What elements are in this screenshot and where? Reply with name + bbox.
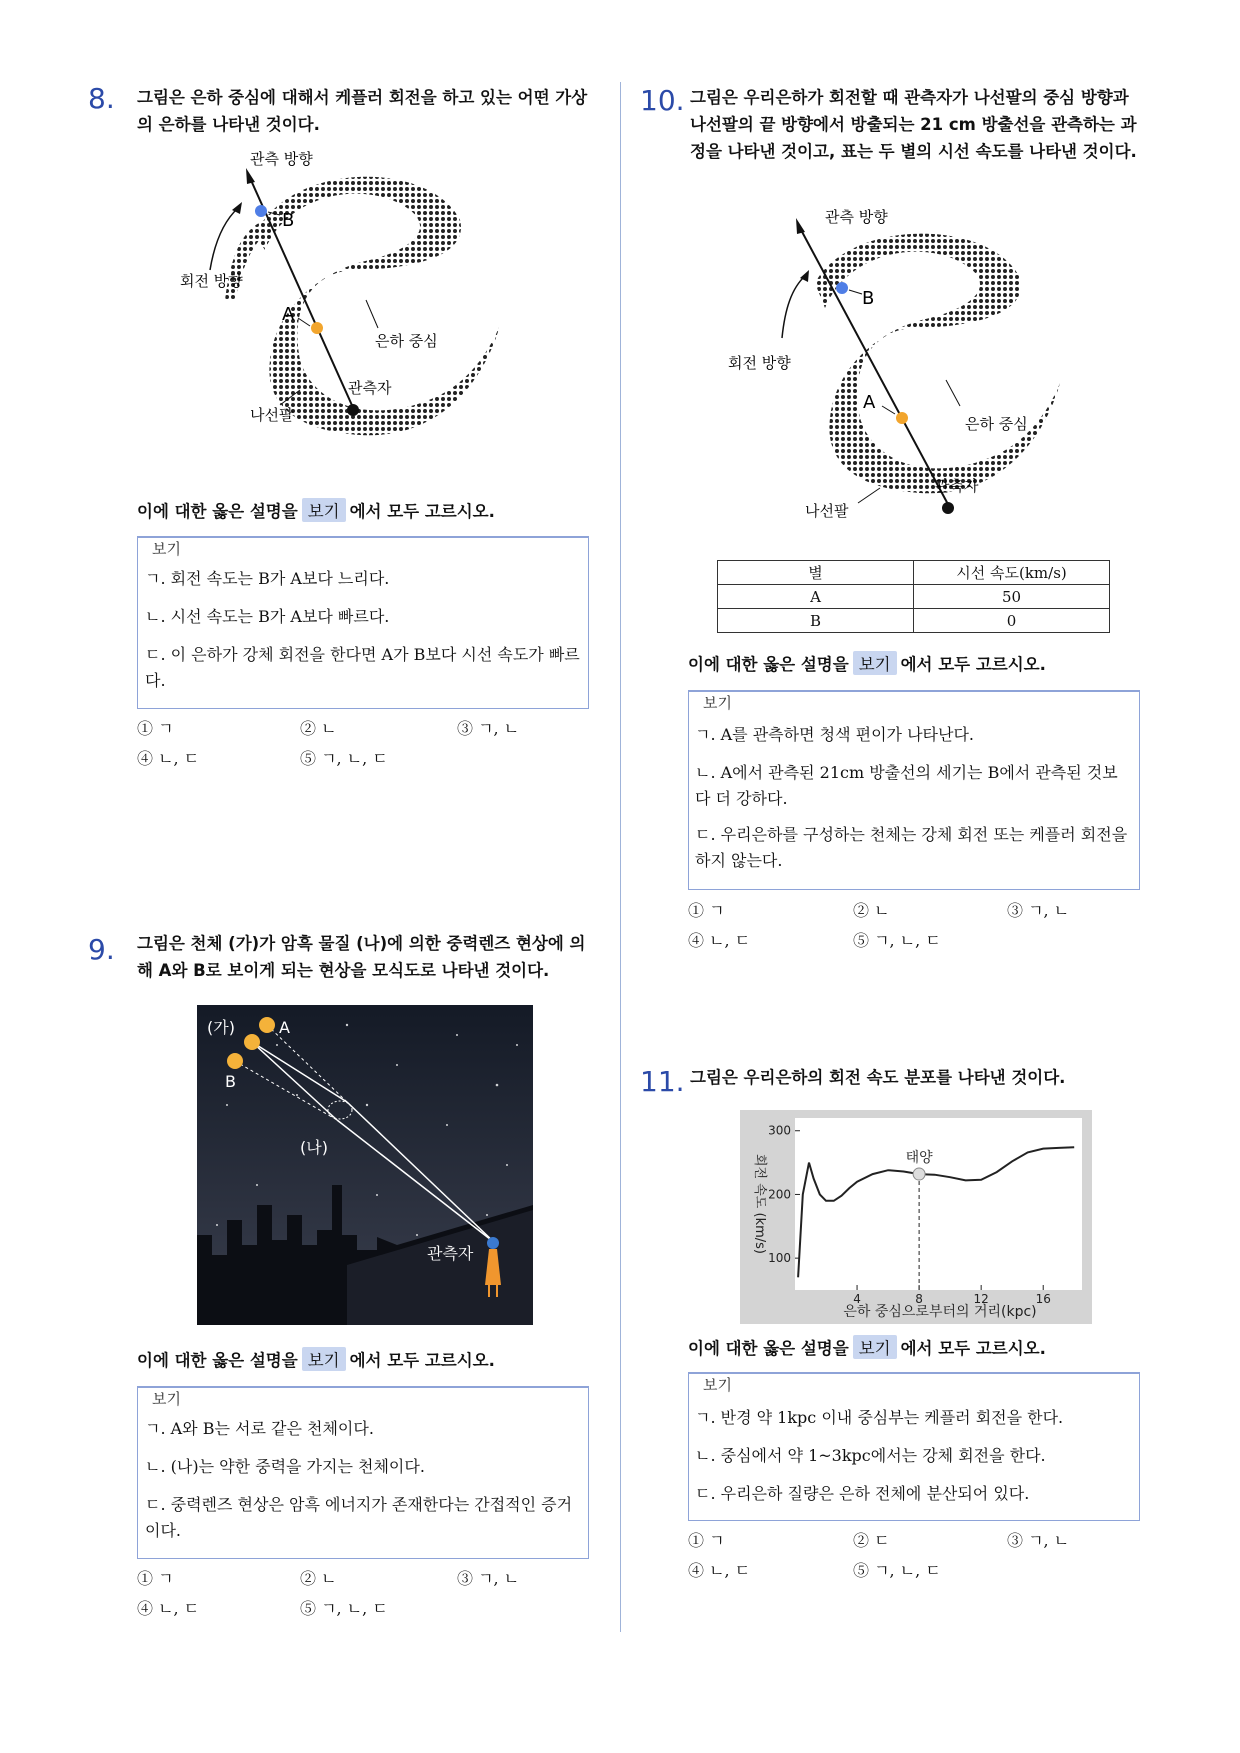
q8-bogi-label: 보기 <box>152 540 181 558</box>
q10-choice-2[interactable]: ② ㄴ <box>853 901 890 920</box>
q9-label-ga: (가) <box>207 1018 235 1037</box>
q10-label-rotate-dir: 회전 방향 <box>728 354 791 372</box>
q10-item-2: ㄴ. A에서 관측된 21cm 방출선의 세기는 B에서 관측된 것보다 더 강하다. <box>695 763 1118 808</box>
q11-ask: 이에 대한 옳은 설명을 보기 에서 모두 고르시오. <box>688 1335 1046 1359</box>
q8-galaxy-diagram <box>170 150 570 480</box>
q11-item-3: ㄷ. 우리은하 질량은 은하 전체에 분산되어 있다. <box>695 1484 1030 1503</box>
q10-table-header-star: 별 <box>718 561 914 585</box>
column-divider <box>620 82 621 1632</box>
q8-item-3: ㄷ. 이 은하가 강체 회전을 한다면 A가 B보다 시선 속도가 빠르다. <box>145 645 580 690</box>
q8-star-a <box>311 322 323 334</box>
chart-x-tick-label: 16 <box>1035 1292 1051 1306</box>
q11-rotation-curve-chart <box>740 1110 1092 1324</box>
chart-x-tick-label: 8 <box>915 1292 923 1306</box>
q8-choice-5[interactable]: ⑤ ㄱ, ㄴ, ㄷ <box>300 749 388 768</box>
q8-item-2: ㄴ. 시선 속도는 B가 A보다 빠르다. <box>145 607 390 626</box>
q10-table-header-velocity: 시선 속도(km/s) <box>914 561 1110 585</box>
chart-y-axis-label: 회전 속도 (km/s) <box>752 1154 767 1254</box>
q10-choice-1[interactable]: ① ㄱ <box>688 901 725 920</box>
q10-table-cell: 50 <box>914 585 1110 609</box>
q9-bogi-label: 보기 <box>152 1390 181 1408</box>
q8-choice-2[interactable]: ② ㄴ <box>300 719 337 738</box>
q10-table-cell: 0 <box>914 609 1110 633</box>
q9-lens-diagram <box>197 1005 533 1325</box>
q10-label-center: 은하 중심 <box>965 415 1028 433</box>
chart-y-tick-label: 200 <box>768 1187 791 1202</box>
q9-item-1: ㄱ. A와 B는 서로 같은 천체이다. <box>145 1419 374 1438</box>
q8-choice-4[interactable]: ④ ㄴ, ㄷ <box>137 749 200 768</box>
chart-x-tick-label: 4 <box>853 1292 861 1306</box>
q9-star-ga <box>244 1034 260 1050</box>
q10-bogi-label: 보기 <box>703 694 732 712</box>
q8-label-a: A <box>282 304 295 325</box>
q11-choice-1[interactable]: ① ㄱ <box>688 1531 725 1550</box>
q8-label-observe-dir: 관측 방향 <box>250 150 313 168</box>
q8-label-observer: 관측자 <box>348 379 392 397</box>
q10-number: 10. <box>640 84 685 117</box>
chart-sun-label: 태양 <box>905 1150 933 1167</box>
q11-text: 그림은 우리은하의 회전 속도 분포를 나타낸 것이다. <box>690 1068 1066 1087</box>
q11-number: 11. <box>640 1065 685 1098</box>
chart-y-tick-label: 100 <box>768 1251 791 1266</box>
q10-choice-4[interactable]: ④ ㄴ, ㄷ <box>688 931 751 950</box>
q10-ask: 이에 대한 옳은 설명을 보기 에서 모두 고르시오. <box>688 651 1046 675</box>
q9-star-b <box>227 1053 243 1069</box>
q10-text: 그림은 우리은하가 회전할 때 관측자가 나선팔의 중심 방향과 나선팔의 끝 방향에서 방출되는 21 cm 방출선을 관측하는 과정을 나타낸 것이고, 표는 두 별의 시선 속도를 나타낸 것이다. <box>690 88 1137 161</box>
q9-ask: 이에 대한 옳은 설명을 보기 에서 모두 고르시오. <box>137 1347 495 1371</box>
q9-choice-3[interactable]: ③ ㄱ, ㄴ <box>457 1569 520 1588</box>
q9-label-observer: 관측자 <box>427 1244 474 1263</box>
q9-number: 9. <box>88 933 115 966</box>
q10-item-1: ㄱ. A를 관측하면 청색 편이가 나타난다. <box>695 725 974 744</box>
q8-star-b <box>255 205 267 217</box>
q10-observer-dot <box>942 502 954 514</box>
q11-item-1: ㄱ. 반경 약 1kpc 이내 중심부는 케플러 회전을 한다. <box>695 1408 1064 1427</box>
q10-table-cell: A <box>718 585 914 609</box>
q9-star-a <box>259 1017 275 1033</box>
q9-item-2: ㄴ. (나)는 약한 중력을 가지는 천체이다. <box>145 1457 425 1476</box>
q10-choice-3[interactable]: ③ ㄱ, ㄴ <box>1007 901 1070 920</box>
q9-choice-4[interactable]: ④ ㄴ, ㄷ <box>137 1599 200 1618</box>
q10-choice-5[interactable]: ⑤ ㄱ, ㄴ, ㄷ <box>853 931 941 950</box>
q10-label-arm: 나선팔 <box>805 502 849 520</box>
q10-label-observe-dir: 관측 방향 <box>825 208 888 226</box>
q11-bogi-label: 보기 <box>703 1376 732 1394</box>
q11-choice-3[interactable]: ③ ㄱ, ㄴ <box>1007 1531 1070 1550</box>
q9-choice-1[interactable]: ① ㄱ <box>137 1569 174 1588</box>
chart-sun-marker <box>913 1168 925 1180</box>
chart-x-axis-label: 은하 중심으로부터의 거리(kpc) <box>843 1304 1037 1320</box>
q10-spiral-galaxy <box>815 234 1060 494</box>
q10-label-observer: 관측자 <box>935 477 979 495</box>
q10-table-cell: B <box>718 609 914 633</box>
q8-label-center: 은하 중심 <box>375 332 438 350</box>
q10-star-a <box>896 412 908 424</box>
q10-galaxy-diagram <box>720 208 1120 538</box>
q8-text: 그림은 은하 중심에 대해서 케플러 회전을 하고 있는 어떤 가상의 은하를 나타낸 것이다. <box>137 88 588 134</box>
q8-item-1: ㄱ. 회전 속도는 B가 A보다 느리다. <box>145 569 390 588</box>
q8-choice-3[interactable]: ③ ㄱ, ㄴ <box>457 719 520 738</box>
q8-label-rotate-dir: 회전 방향 <box>180 272 243 290</box>
q8-observer-dot <box>347 404 359 416</box>
q10-item-3: ㄷ. 우리은하를 구성하는 천체는 강체 회전 또는 케플러 회전을 하지 않는다. <box>695 825 1128 870</box>
q9-item-3: ㄷ. 중력렌즈 현상은 암흑 에너지가 존재한다는 간접적인 증거이다. <box>145 1495 573 1540</box>
chart-x-tick-label: 12 <box>973 1292 989 1306</box>
q10-star-b <box>836 282 848 294</box>
q8-label-b: B <box>282 210 295 231</box>
q10-label-b: B <box>862 288 875 309</box>
q8-label-arm: 나선팔 <box>250 406 294 424</box>
q9-text: 그림은 천체 (가)가 암흑 물질 (나)에 의한 중력렌즈 현상에 의해 A와 B로 보이게 되는 현상을 모식도로 나타낸 것이다. <box>137 934 586 980</box>
q9-label-b: B <box>225 1072 236 1091</box>
q11-item-2: ㄴ. 중심에서 약 1~3kpc에서는 강체 회전을 한다. <box>695 1446 1046 1465</box>
q9-label-na: (나) <box>300 1138 328 1157</box>
q9-choice-2[interactable]: ② ㄴ <box>300 1569 337 1588</box>
q8-ask: 이에 대한 옳은 설명을 보기 에서 모두 고르시오. <box>137 498 495 522</box>
q11-choice-2[interactable]: ② ㄷ <box>853 1531 890 1550</box>
q11-choice-5[interactable]: ⑤ ㄱ, ㄴ, ㄷ <box>853 1561 941 1580</box>
q9-choice-5[interactable]: ⑤ ㄱ, ㄴ, ㄷ <box>300 1599 388 1618</box>
q9-label-a: A <box>279 1018 290 1037</box>
q8-number: 8. <box>88 82 115 115</box>
chart-y-tick-label: 300 <box>768 1123 791 1138</box>
q11-choice-4[interactable]: ④ ㄴ, ㄷ <box>688 1561 751 1580</box>
q10-label-a: A <box>863 392 876 413</box>
q8-choice-1[interactable]: ① ㄱ <box>137 719 174 738</box>
q10-velocity-table <box>717 560 1110 633</box>
